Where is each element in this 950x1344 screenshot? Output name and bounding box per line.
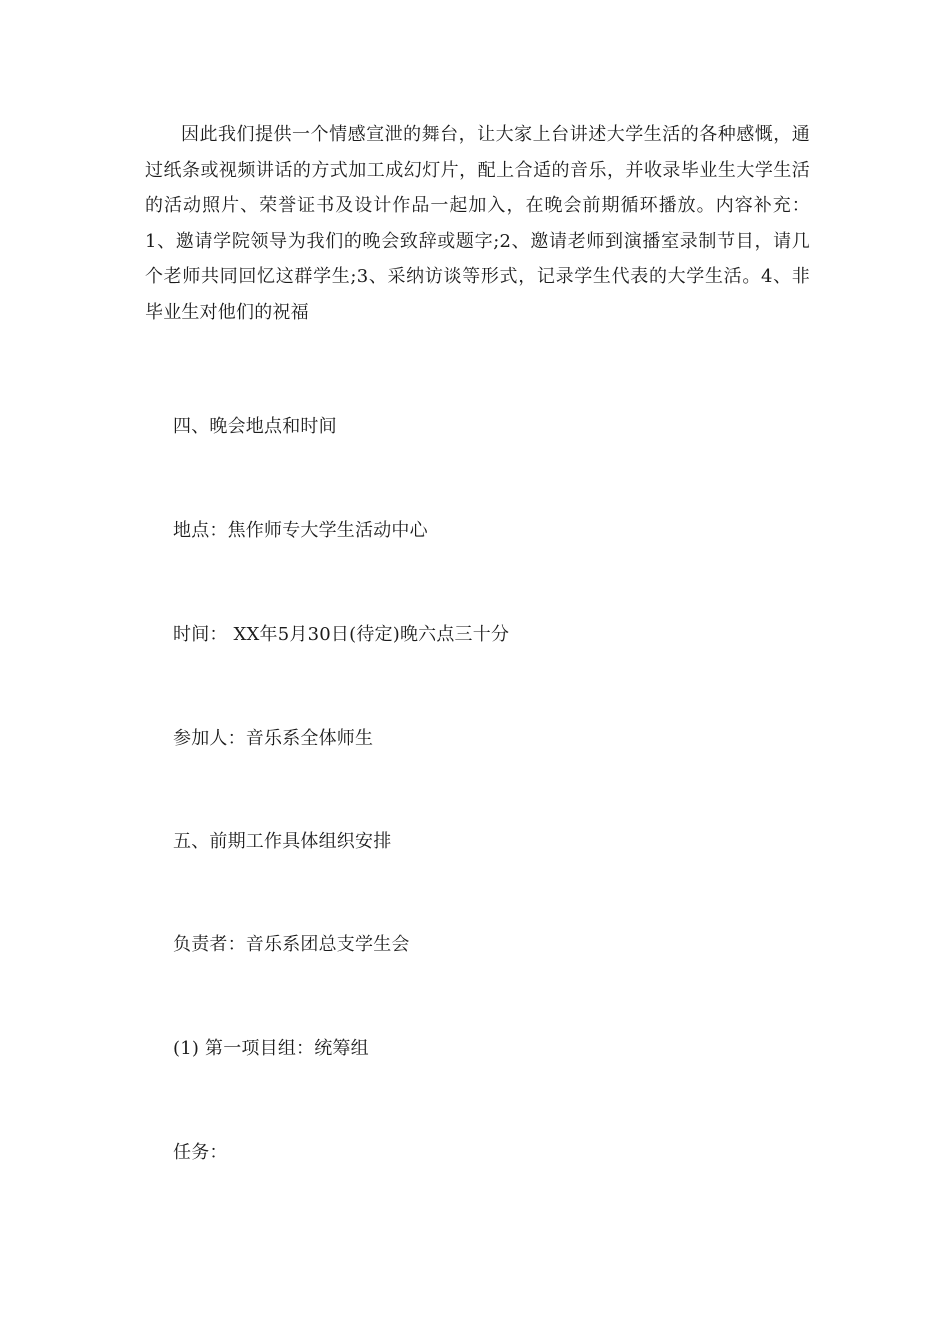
location-line: 地点：焦作师专大学生活动中心 bbox=[173, 520, 428, 541]
task-label: 任务： bbox=[173, 1142, 228, 1163]
intro-paragraph: 因此我们提供一个情感宣泄的舞台，让大家上台讲述大学生活的各种感慨，通过纸条或视频讲话的方式加工成幻灯片，配上合适的音乐，并收录毕业生大学生活的活动照片、荣誉证书及设计作品一起加入，在晚会前期循环播放。内容补充：1、邀请学院领导为我们的晚会致辞或题字;2、邀请老师到演播室录制节目，请几个老师共同回忆这群学生;3、采纳访谈等形式，记录学生代表的大学生活。4、非毕业生对他们的祝福 bbox=[145, 124, 810, 323]
time-line: 时间： XX年5月30日(待定)晚六点三十分 bbox=[173, 624, 510, 645]
group-one-line: (1) 第一项目组：统筹组 bbox=[173, 1038, 369, 1059]
participants-line: 参加人：音乐系全体师生 bbox=[173, 728, 374, 749]
responsible-line: 负责者：音乐系团总支学生会 bbox=[173, 934, 410, 955]
section-four-heading: 四、晚会地点和时间 bbox=[173, 416, 337, 437]
section-five-heading: 五、前期工作具体组织安排 bbox=[173, 831, 392, 852]
